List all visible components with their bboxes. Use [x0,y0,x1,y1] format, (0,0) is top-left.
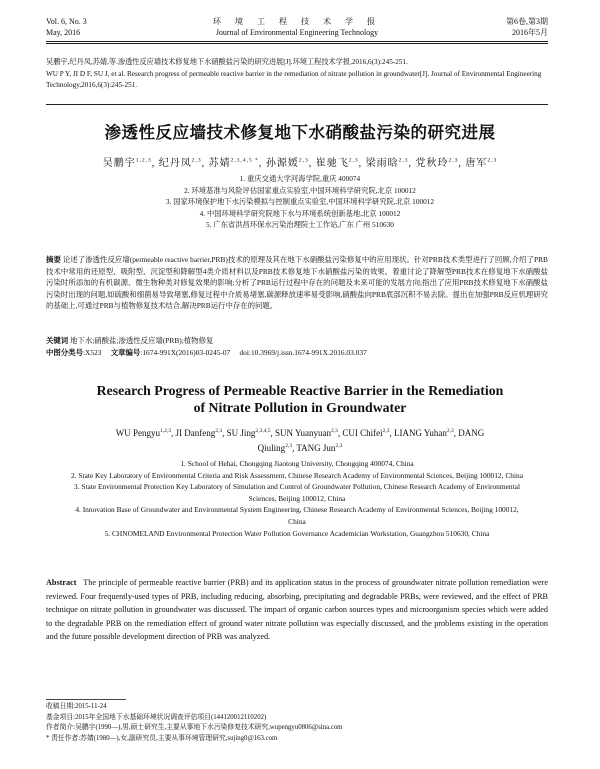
en-author-5: LIANG Yuhan [393,428,447,438]
citation-rule [46,104,548,105]
zh-author-2: 苏婧 [208,158,231,169]
zh-author-5: 梁雨晗 [365,158,399,169]
footnote-1: 基金项目:2015年全国地下水基础环境状况调查评估项目(144120012110202) [46,713,267,721]
zh-author-affil-6: 2,3 [448,157,459,164]
zh-author-3: 孙源媛 [265,158,299,169]
en-author-1: JI Danfeng [175,428,216,438]
header-right [506,16,548,38]
en-author-affil-1: 2,3 [215,428,223,434]
en-author-affil-3: 2,3 [330,428,338,434]
abstract-en [46,576,548,644]
authors-en: WU Pengyu$^{1,2,3}$, JI Danfeng$^{2,3}$, SU Jing$^{2,3,4,5}$, SUN Yuanyuan$^{2,3}$, CUI Chifei$^{2,3}$, LIANG Yuhan$^{2,3}$, DANG Qiuling$^{2,3}$, TANG Jun$^{2,3}$ [115,428,485,453]
en-author-affil-0: 1,2,3 [160,428,172,434]
affiliation-zh-2: 3. 国家环境保护地下水污染模拟与控制重点实验室,中国环境科学研究院,北京 100012 [165,197,435,207]
header-journal-en: Journal of Environmental Engineering Technology [215,28,379,37]
authors-zh: 吴鹏宇$^{1,2,3}$, 纪丹凤$^{2,3}$, 苏婧$^{2,3,4,5 *}$, 孙源媛$^{2,3}$, 崔驰飞$^{2,3}$, 梁雨晗$^{2,3}$, 党秋玲$^{2,3}$, 唐军$^{2,3}$ [102,157,498,169]
footnote-2: 作者简介:吴鹏宇(1990—),男,硕士研究生,主要从事地下水污染修复技术研究,wupengyu0806@sina.com [46,724,343,732]
en-author-affil-4: 2,3 [382,428,390,434]
affiliations-en [70,458,524,539]
title-zh: 渗透性反应墙技术修复地下水硝酸盐污染的研究进展 [104,124,496,142]
zh-author-0: 吴鹏宇 [102,158,136,169]
footnotes [46,702,548,744]
en-author-affil-7: 2,3 [335,443,343,449]
classification-line: 中图分类号:X523 文章编号:1674-991X(2016)03-0245-07 doi:10.3969/j.issn.1674-991X.2016.03.037 [46,348,367,357]
en-author-affil-6: 2,3 [285,443,293,449]
zh-author-affil-1: 2,3 [191,157,202,164]
abstract-en-text: The principle of permeable reactive barrier (PRB) and its application status in the process of groundwater nitrate pollution remediation were reviewed. Four frequently-used types of PRB, including reducing, absorbing, precipitating and degradable PRBs, were reviewed, and the effect of PRB technique on nitrate pollution in groundwater was discussed. The impact of organic carbon sources types and microorganism species which were added to the degradable PRB on the remediation effect of ground water nitrate pollution was especially discussed, and the problems existing in the operation and the future possible development direction of PRB was analyzed. [46,578,548,642]
zh-author-affil-3: 2,3 [298,157,309,164]
header-date-en: May, 2016 [46,28,81,37]
keywords-zh-label: 关键词 [46,336,69,345]
zh-author-affil-2: 2,3,4,5 * [230,157,259,164]
en-author-affil-2: 2,3,4,5 [255,428,271,434]
affiliation-zh-0: 1. 重庆交通大学河海学院,重庆 400074 [239,174,361,183]
footnote-0: 收稿日期:2015-11-24 [46,703,107,710]
doi-value: 10.3969/j.issn.1674-991X.2016.03.037 [250,348,367,357]
affiliation-zh-3: 4. 中国环境科学研究院地下水与环境系统创新基地,北京 100012 [199,208,401,218]
keywords-zh [46,335,548,347]
footnote-rule [46,699,126,700]
abstract-zh [46,254,548,312]
affiliation-en-4: 5. CHNOMELAND Environmental Protection Water Pollution Governance Academician Workstation, Guangzhou 510630, China [104,528,490,538]
affiliations-zh [0,173,600,231]
affiliation-zh-4: 5. 广东省洪昌环保水污染治理院士工作站,广东 广州 510630 [206,220,394,230]
doc-value: 1674-991X(2016)03-0245-07 [142,348,231,357]
header-volume: Vol. 6, No. 3 [46,17,87,26]
header-rule-thin [46,43,548,44]
header-center [46,16,548,38]
citation-block [46,57,548,92]
zh-author-affil-0: 1,2,3 [135,157,152,164]
footnote-3: * 责任作者:苏婧(1980—),女,副研究员,主要从事环境管理研究,sujing0@163.com [46,734,278,742]
header-date-zh: 2016年5月 [512,28,548,37]
en-author-7: TANG Jun [296,443,336,453]
zh-author-4: 崔驰飞 [315,158,349,169]
en-author-affil-5: 2,3 [446,428,454,434]
zh-author-affil-5: 2,3 [398,157,409,164]
keywords-zh-text: 地下水;硝酸盐;渗透性反应墙(PRB);植物修复 [70,336,214,345]
affiliation-zh-1: 2. 环境基准与风险评估国家重点实验室,中国环境科学研究院,北京 100012 [184,185,416,195]
abstract-zh-text: 论述了渗透性反应墙(permeable reactive barrier,PRB)技术的原理及其在地下水硝酸盐污染修复中的应用现状。针对PRB技术类型进行了回顾,介绍了PRB技术中常用的还原型、吸附型、沉淀型和降解型4类介质材料以及PRB技术修复地下水硝酸盐污染的效果。着重讨论了降解型PRB技术在修复地下水硝酸盐污染时所添加的有机碳源、微生物种类对修复效果的影响;分析了PRB运行过程中存在的问题及未来可能的发展方向;指出了应用PRB技术修复地下水硝酸盐污染时出现的问题,如硫酸和细菌易导致堵塞,修复过程中介质易堵塞,碳源释放速率易受影响,硝酸盐向PRB底部沉积不易去除。提出在加强PRB反应机理研究的基础上,可通过PRB与植物修复技术结合,解决PRB运行中存在的问题。 [46,255,548,310]
zh-author-6: 党秋玲 [415,158,449,169]
affiliation-en-2: 3. State Environmental Protection Key Laboratory of Simulation and Control of Groundwater Pollution, Chinese Research Academy of Environmental Sciences, Beijing 100012, China [73,482,520,503]
en-author-3: SUN Yuanyuan [275,428,331,438]
header-issue-zh: 第6卷,第3期 [506,17,548,26]
zh-author-1: 纪丹凤 [158,158,192,169]
clc-label: 中图分类号 [46,348,83,357]
zh-author-affil-4: 2,3 [348,157,359,164]
doi-label: doi: [239,348,251,357]
affiliation-en-1: 2. State Key Laboratory of Environmental Criteria and Risk Assessment, Chinese Research Academy of Environmental Sciences, Beijing 100012, China [71,470,523,480]
en-author-4: CUI Chifei [342,428,383,438]
abstract-en-label: Abstract [46,578,77,587]
title-en: Research Progress of Permeable Reactive Barrier in the Remediation of Nitrate Pollution in Groundwater [96,383,504,415]
zh-author-7: 唐军 [465,158,488,169]
citation-zh: 吴鹏宇,纪丹凤,苏婧,等.渗透性反应墙技术修复地下水硝酸盐污染的研究进展[J].环境工程技术学报,2016,6(3):245-251. [46,58,408,66]
en-author-6: DANG Qiuling [257,428,485,453]
en-author-0: WU Pengyu [115,428,161,438]
header-journal-zh: 环 境 工 程 技 术 学 报 [213,17,381,26]
doc-label: 文章编号 [110,348,141,357]
en-author-2: SU Jing [226,428,256,438]
clc-value: X523 [85,348,102,357]
affiliation-en-3: 4. Innovation Base of Groundwater and Environmental System Engineering, Chinese Research Academy of Environmental Sciences, Beijing 100012, China [75,505,519,526]
affiliation-en-0: 1. School of Hehai, Chongqing Jiaotong University, Chongqing 400074, China [180,459,414,468]
zh-author-affil-7: 2,3 [487,157,498,164]
abstract-zh-label: 摘要 [46,255,61,264]
citation-en: WU P Y, JI D F, SU J, et al. Research progress of permeable reactive barrier in the remediation of nitrate pollution in groundwater[J]. Journal of Environmental Engineering Technology,2016,6(3):245-251. [46,69,542,89]
header-rule [46,41,548,42]
